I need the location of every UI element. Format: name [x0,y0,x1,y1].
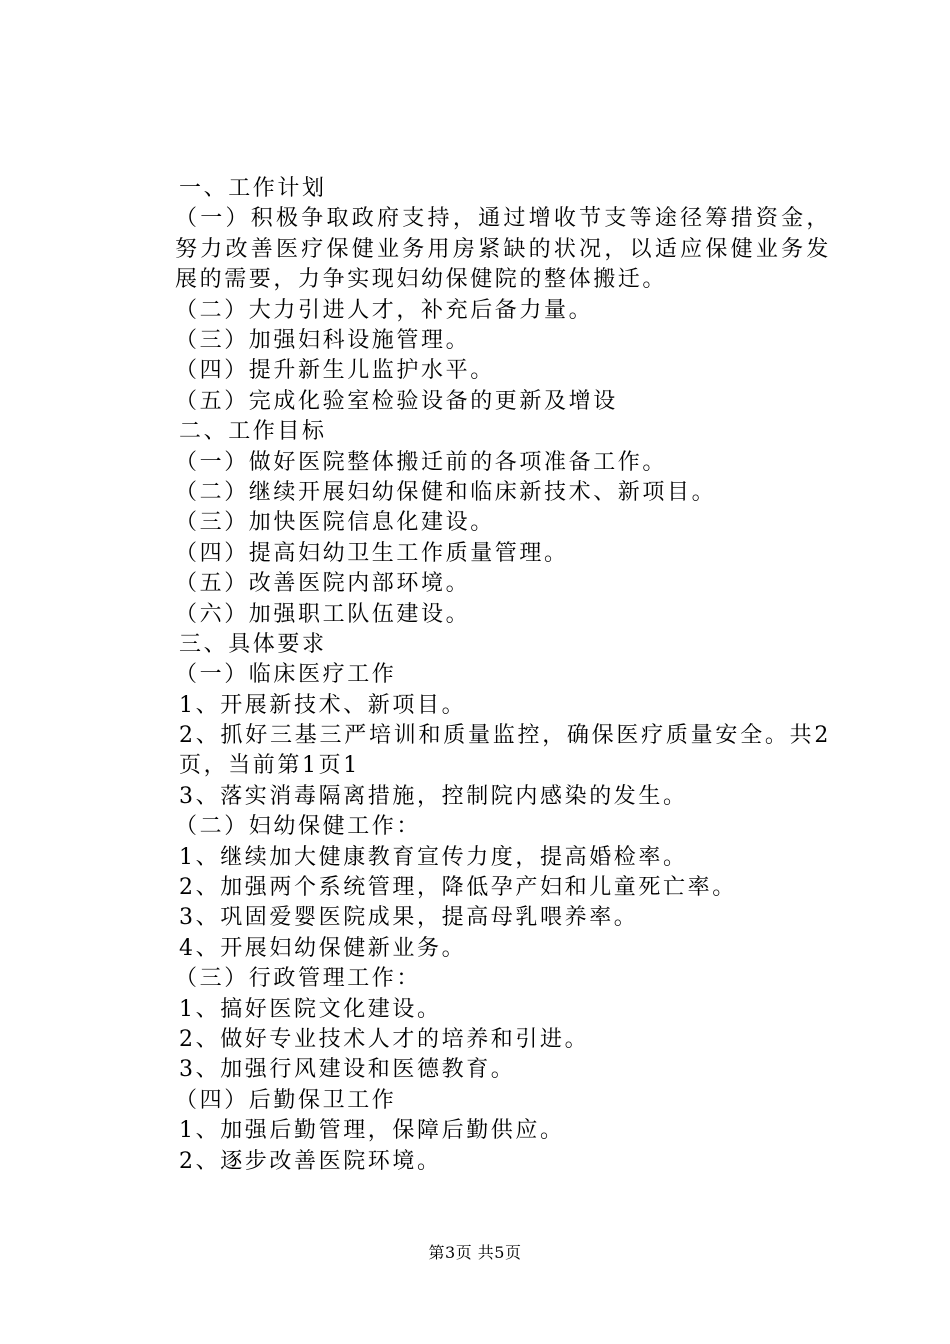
plan-item-5: （五）完成化验室检验设备的更新及增设 [175,388,618,414]
goal-item-5: （五）改善医院内部环境。 [175,571,471,597]
logistics-item-2: 2、逐步改善医院环境。 [179,1148,442,1174]
section-heading-plan: 一、工作计划 [179,176,327,201]
subsection-logistics: （四）后勤保卫工作 [175,1087,397,1113]
plan-item-2: （二）大力引进人才，补充后备力量。 [175,297,594,323]
maternal-item-2: 2、加强两个系统管理，降低孕产妇和儿童死亡率。 [179,875,737,901]
section-heading-goals: 二、工作目标 [179,419,327,445]
maternal-item-1: 1、继续加大健康教育宣传力度，提高婚检率。 [179,844,688,870]
goal-item-1: （一）做好医院整体搬迁前的各项准备工作。 [175,449,668,475]
goal-item-3: （三）加快医院信息化建设。 [175,510,495,536]
subsection-maternal-child: （二）妇幼保健工作： [175,814,422,840]
admin-item-3: 3、加强行风建设和医德教育。 [179,1057,516,1083]
plan-item-1: （一）积极争取政府支持，通过增收节支等途径筹措资金，努力改善医疗保健业务用房紧缺的状况，以适应保健业务发展的需要，力争实现妇幼保健院的整体搬迁。 [175,206,831,293]
plan-item-3: （三）加强妇科设施管理。 [175,328,471,353]
clinical-item-2: 2、抓好三基三严培训和质量监控，确保医疗质量安全。共2页，当前第1页1 [179,723,831,779]
goal-item-2: （二）继续开展妇幼保健和临床新技术、新项目。 [175,479,717,505]
maternal-item-3: 3、巩固爱婴医院成果，提高母乳喂养率。 [179,905,639,931]
subsection-administration: （三）行政管理工作： [175,966,422,992]
goal-item-4: （四）提高妇幼卫生工作质量管理。 [175,540,569,566]
plan-item-4: （四）提升新生儿监护水平。 [175,358,495,384]
clinical-item-3: 3、落实消毒隔离措施，控制院内感染的发生。 [179,783,688,809]
page-footer: 第3页 共5页 [428,1243,522,1262]
clinical-item-1: 1、开展新技术、新项目。 [179,692,467,718]
subsection-clinical: （一）临床医疗工作 [175,662,397,688]
section-heading-requirements: 三、具体要求 [179,631,327,657]
logistics-item-1: 1、加强后勤管理，保障后勤供应。 [179,1118,565,1144]
admin-item-2: 2、做好专业技术人才的培养和引进。 [179,1027,590,1053]
admin-item-1: 1、搞好医院文化建设。 [179,996,442,1022]
maternal-item-4: 4、开展妇幼保健新业务。 [179,935,467,961]
document-body [131,174,831,1177]
goal-item-6: （六）加强职工队伍建设。 [175,601,471,627]
